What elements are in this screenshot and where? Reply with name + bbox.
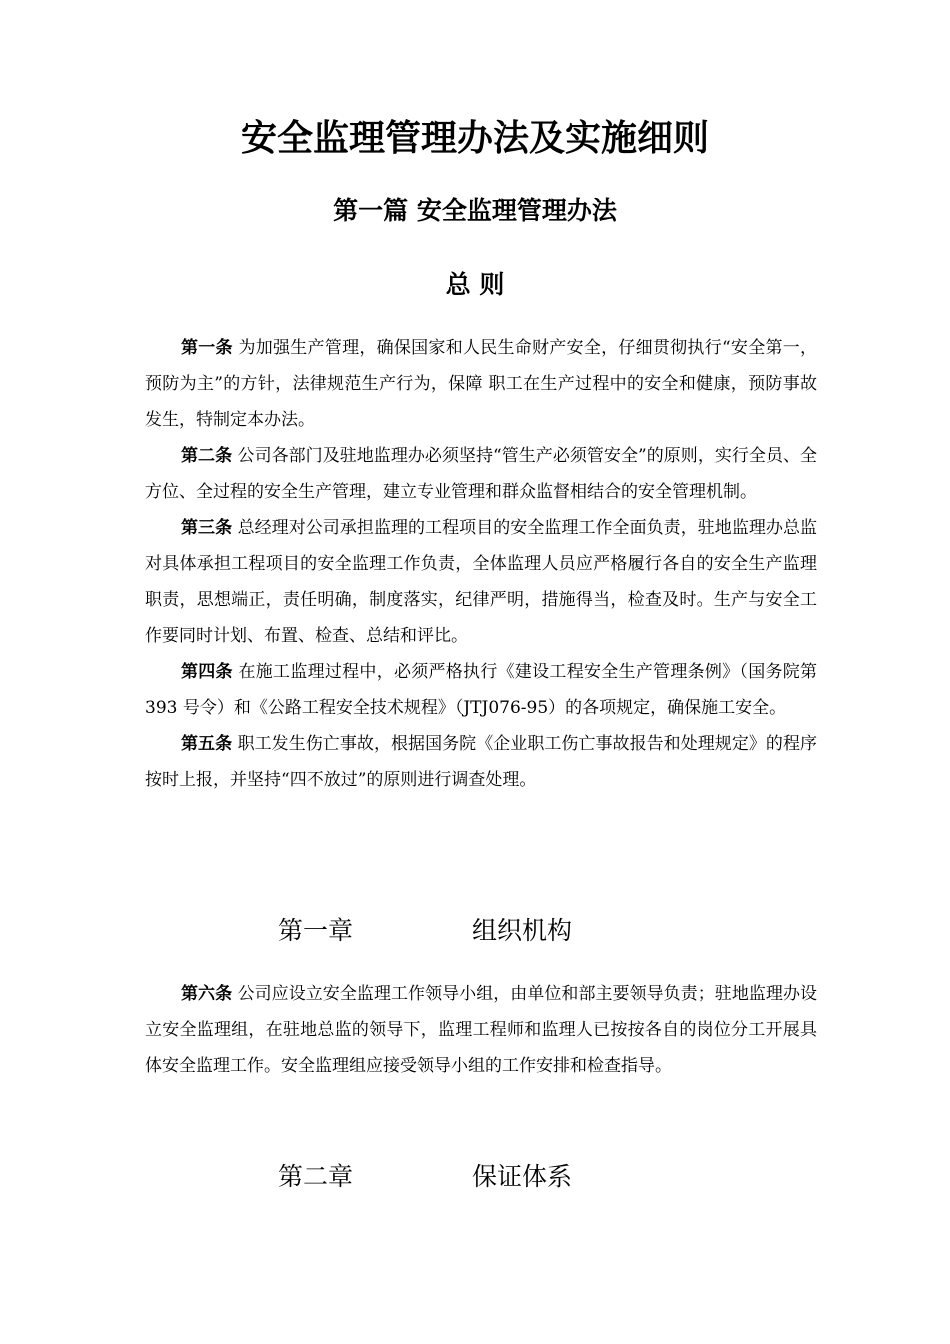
chapter-number: 第二章 xyxy=(278,1162,354,1191)
article-text: 公司各部门及驻地监理办必须坚持“管生产必须管安全”的原则，实行全员、全方位、全过程的安全生产管理，建立专业管理和群众监督相结合的安全管理机制。 xyxy=(145,446,818,502)
chapter-number: 第一章 xyxy=(278,916,354,945)
article-label: 第一条 xyxy=(181,338,233,358)
article-label: 第四条 xyxy=(181,662,233,682)
article-2 xyxy=(145,438,817,510)
document-title: 安全监理管理办法及实施细则 xyxy=(240,117,709,159)
article-3 xyxy=(145,510,817,654)
article-text: 总经理对公司承担监理的工程项目的安全监理工作全面负责，驻地监理办总监对具体承担工程项目的安全监理工作负责，全体监理人员应严格履行各自的安全生产监理职责，思想端正，责任明确，制度落实，纪律严明，措施得当，检查及时。生产与安全工作要同时计划、布置、检查、总结和评比。 xyxy=(145,518,818,646)
article-label: 第三条 xyxy=(181,518,233,538)
chapter-1-heading xyxy=(278,912,572,950)
chapter-name: 保证体系 xyxy=(472,1162,573,1191)
article-label: 第五条 xyxy=(181,734,233,754)
article-text: 公司应设立安全监理工作领导小组，由单位和部主要领导负责；驻地监理办设立安全监理组，在驻地总监的领导下，监理工程师和监理人已按按各自的岗位分工开展具体安全监理工作。安全监理组应接受领导小组的工作安排和检查指导。 xyxy=(145,984,818,1076)
article-6 xyxy=(145,976,817,1084)
article-text: 职工发生伤亡事故，根据国务院《企业职工伤亡事故报告和处理规定》的程序按时上报，并坚持“四不放过”的原则进行调查处理。 xyxy=(145,734,818,790)
general-articles xyxy=(145,330,817,798)
article-5 xyxy=(145,726,817,798)
chapter-name: 组织机构 xyxy=(472,916,573,945)
section-title-general: 总 则 xyxy=(445,270,505,299)
chapter-2-heading xyxy=(278,1158,572,1196)
part-title: 第一篇 安全监理管理办法 xyxy=(333,196,617,225)
article-text: 在施工监理过程中，必须严格执行《建设工程安全生产管理条例》（国务院第 393 号令）和《公路工程安全技术规程》（JTJ076-95）的各项规定，确保施工安全。 xyxy=(145,662,818,718)
article-text: 为加强生产管理，确保国家和人民生命财产安全，仔细贯彻执行“安全第一，预防为主”的方针，法律规范生产行为，保障 职工在生产过程中的安全和健康，预防事故发生，特制定本办法。 xyxy=(145,338,817,430)
article-4 xyxy=(145,654,817,726)
article-1 xyxy=(145,330,817,438)
article-label: 第六条 xyxy=(181,984,233,1004)
article-label: 第二条 xyxy=(181,446,233,466)
chapter-1-articles xyxy=(145,976,817,1084)
